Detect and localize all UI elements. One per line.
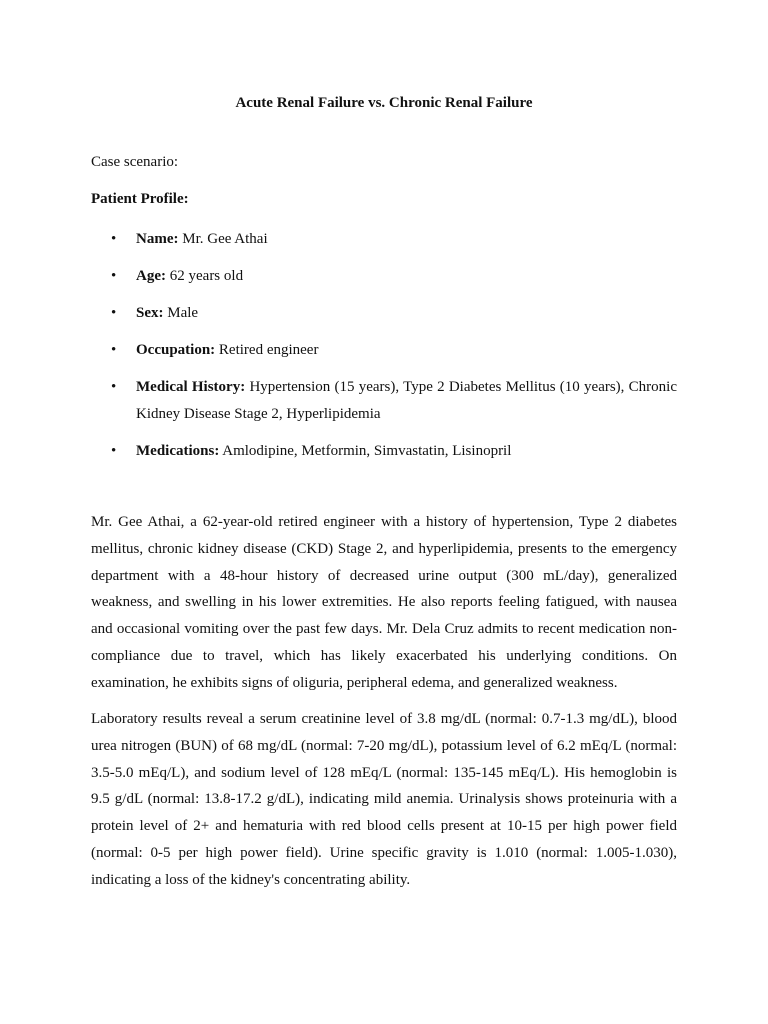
bullet-icon: • (111, 342, 117, 358)
profile-item-key: Medications: (136, 443, 220, 459)
profile-item-key: Medical History: (136, 379, 246, 395)
profile-item-value: Mr. Gee Athai (178, 231, 268, 247)
case-paragraph-laboratory: Laboratory results reveal a serum creatinine level of 3.8 mg/dL (normal: 0.7-1.3 mg/dL), blood urea nitrogen (BUN) of 68 mg/dL (normal: 7-20 mg/dL), potassium level of 6.2 mEq/L (normal: 3.5-5.0 mEq/L), and sodium level of 128 mEq/L (normal: 135-145 mEq/L). His hemoglobin is 9.5 g/dL (normal: 13.8-17.2 g/dL), indicating mild anemia. Urinalysis shows proteinuria with a protein level of 2+ and hematuria with red blood cells present at 10-15 per high power field (normal: 0-5 per high power field). Urine specific gravity is 1.010 (normal: 1.005-1.030), indicating a loss of the kidney's concentrating ability. (91, 711, 677, 888)
profile-item-value: Retired engineer (215, 342, 319, 358)
bullet-icon: • (111, 231, 117, 247)
profile-item-value: 62 years old (166, 268, 244, 284)
case-scenario-label: Case scenario: (91, 154, 179, 170)
profile-item-name (91, 226, 677, 253)
profile-item-occupation (91, 337, 677, 364)
profile-item-medical-history (91, 374, 677, 428)
profile-item-age (91, 263, 677, 290)
profile-item-key: Occupation: (136, 342, 216, 358)
bullet-icon: • (111, 379, 117, 395)
bullet-icon: • (111, 268, 117, 284)
bullet-icon: • (111, 305, 117, 321)
patient-profile-list (91, 226, 677, 475)
profile-item-sex (91, 300, 677, 327)
profile-item-key: Name: (136, 231, 179, 247)
profile-item-value: Amlodipine, Metformin, Simvastatin, Lisinopril (219, 443, 512, 459)
patient-profile-heading: Patient Profile: (91, 191, 189, 207)
profile-item-key: Sex: (136, 305, 164, 321)
profile-item-value: Hypertension (15 years), Type 2 Diabetes Mellitus (10 years), Chronic Kidney Disease Stage 2, Hyperlipidemia (136, 379, 677, 422)
case-paragraph-presentation: Mr. Gee Athai, a 62-year-old retired engineer with a history of hypertension, Type 2 diabetes mellitus, chronic kidney disease (CKD) Stage 2, and hyperlipidemia, presents to the emergency department with a 48-hour history of decreased urine output (300 mL/day), generalized weakness, and swelling in his lower extremities. He also reports feeling fatigued, with nausea and occasional vomiting over the past few days. Mr. Dela Cruz admits to recent medication non-compliance due to travel, which has likely exacerbated his underlying conditions. On examination, he exhibits signs of oliguria, peripheral edema, and generalized weakness. (91, 514, 677, 691)
profile-item-value: Male (163, 305, 199, 321)
profile-item-key: Age: (136, 268, 166, 284)
document-title: Acute Renal Failure vs. Chronic Renal Failure (235, 95, 533, 111)
profile-item-medications (91, 438, 677, 465)
bullet-icon: • (111, 443, 117, 459)
